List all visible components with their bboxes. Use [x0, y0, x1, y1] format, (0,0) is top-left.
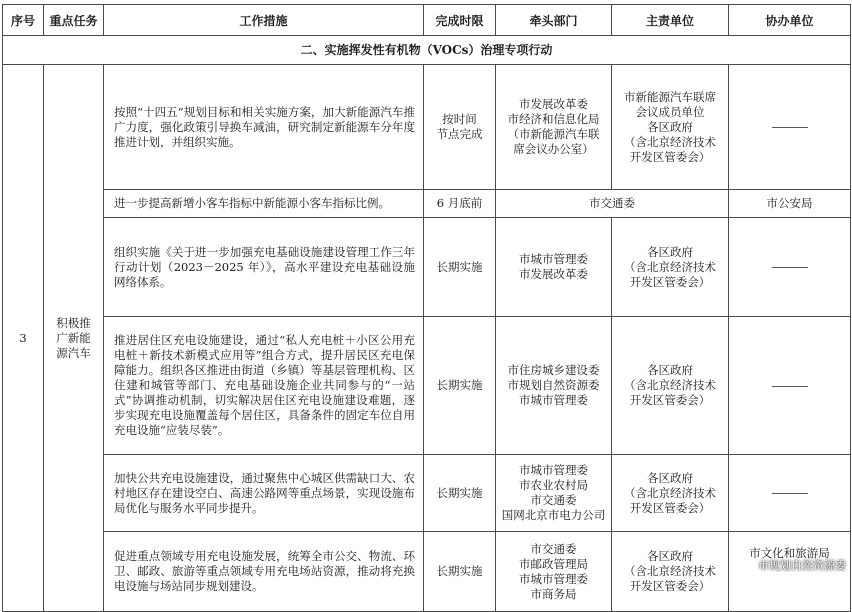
dash-icon — [772, 493, 808, 494]
lead-line: 市城市管理委 — [519, 571, 588, 586]
main-line: 开发区管委会） — [629, 579, 711, 593]
lead-line: 国网北京市电力公司 — [501, 508, 606, 522]
lead-line: 市发展改革委 — [519, 97, 588, 111]
main-line: 开发区管委会） — [629, 393, 711, 407]
lead-line: 市交通委 — [530, 541, 577, 556]
dash-icon — [772, 127, 808, 128]
main-cell — [612, 317, 729, 455]
main-line: 市新能源汽车联席 — [624, 89, 716, 104]
header-lead: 牵头部门 — [496, 5, 612, 36]
deadline-line: 节点完成 — [436, 127, 483, 141]
group-no: 3 — [3, 65, 44, 612]
header-main: 主责单位 — [612, 5, 729, 36]
assist-line: 市文化和旅游局 — [749, 546, 830, 560]
watermark: 市规划自然资源委 — [758, 559, 846, 572]
lead-line: 市经济和信息化局 — [507, 112, 600, 126]
main-cell — [612, 532, 729, 612]
table-row — [3, 65, 851, 190]
assist-cell: 市公安局 — [729, 190, 851, 218]
lead-line: 市规划自然资源委 — [507, 378, 600, 392]
lead-cell — [496, 455, 612, 532]
assist-cell — [729, 317, 851, 455]
main-line: 开发区管委会） — [629, 500, 711, 515]
header-no: 序号 — [3, 5, 44, 36]
section-title: 二、实施挥发性有机物（VOCs）治理专项行动 — [3, 36, 851, 65]
measure-cell: 推进居住区充电设施建设，通过“私人充电桩＋小区公用充电桩＋新技术新模式应用等”组合方式，提升居民区充电保障能力。组织各区推进由街道（乡镇）等基层管理机构、区住建和城管等部门、充电基础设施企业共同参与的“一站式”协调推动机制，切实解决居住区充电设施建设难题，逐步实现充电设施覆盖每个居住区，具备条件的固定车位自用充电设施“应装尽装”。 — [104, 317, 424, 455]
table-row — [3, 190, 851, 218]
table-row — [3, 218, 851, 317]
lead-line: 市商务局 — [530, 586, 577, 601]
table-row — [3, 532, 851, 612]
lead-line: （市新能源汽车联 — [507, 127, 600, 141]
deadline-cell — [424, 65, 496, 190]
group-task-line: 广新能 — [56, 330, 91, 345]
group-task — [44, 65, 104, 612]
dash-icon — [772, 267, 808, 268]
main-line: 各区政府 — [647, 119, 693, 134]
main-cell — [612, 455, 729, 532]
lead-main-merged-cell: 市交通委 — [496, 190, 729, 218]
main-line: 开发区管委会） — [629, 149, 711, 164]
group-task-line: 源汽车 — [56, 345, 91, 360]
lead-cell — [496, 218, 612, 317]
main-line: （含北京经济技术 — [624, 378, 716, 392]
deadline-cell: 长期实施 — [424, 532, 496, 612]
task-table — [2, 4, 851, 612]
header-task: 重点任务 — [44, 5, 104, 36]
main-line: （含北京经济技术 — [624, 134, 716, 149]
lead-line: 市城市管理委 — [519, 252, 588, 266]
main-line: 会议成员单位 — [635, 104, 705, 119]
main-line: 各区政府 — [647, 363, 693, 377]
deadline-line: 按时间 — [442, 112, 477, 126]
main-line: （含北京经济技术 — [624, 485, 716, 500]
lead-line: 市农业农村局 — [519, 478, 588, 492]
lead-line: 市住房城乡建设委 — [507, 363, 600, 377]
section-row — [3, 36, 851, 65]
table-row — [3, 317, 851, 455]
lead-line: 市发展改革委 — [519, 267, 588, 281]
measure-cell: 加快公共充电设施建设，通过聚焦中心城区供需缺口大、农村地区存在建设空白、高速公路网等重点场景，实现设施布局优化与服务水平同步提升。 — [104, 455, 424, 532]
main-line: （含北京经济技术 — [624, 564, 716, 578]
main-line: 开发区管委会） — [629, 274, 711, 289]
lead-cell — [496, 532, 612, 612]
measure-cell: 按照“十四五”规划目标和相关实施方案，加大新能源汽车推广力度，强化政策引导换车减油，研究制定新能源车分年度推进计划，并组织实施。 — [104, 65, 424, 190]
header-row — [3, 5, 851, 36]
lead-cell — [496, 65, 612, 190]
deadline-cell: 6 月底前 — [424, 190, 496, 218]
main-cell — [612, 218, 729, 317]
deadline-cell: 长期实施 — [424, 317, 496, 455]
header-deadline: 完成时限 — [424, 5, 496, 36]
lead-line: 市城市管理委 — [519, 463, 588, 477]
table-row — [3, 455, 851, 532]
measure-cell: 进一步提高新增小客车指标中新能源小客车指标比例。 — [104, 190, 424, 218]
assist-cell — [729, 65, 851, 190]
deadline-cell: 长期实施 — [424, 218, 496, 317]
main-line: 各区政府 — [647, 549, 693, 563]
measure-cell: 促进重点领域专用充电设施发展，统筹全市公交、物流、环卫、邮政、旅游等重点领域专用充电场站资源，推动将充换电设施与场站同步规划建设。 — [104, 532, 424, 612]
main-line: 各区政府 — [647, 470, 693, 485]
lead-line: 市城市管理委 — [519, 393, 588, 407]
measure-cell: 组织实施《关于进一步加强充电基础设施建设管理工作三年行动计划（2023－2025 年）》，高水平建设充电基础设施网络体系。 — [104, 218, 424, 317]
group-task-line: 积极推 — [56, 315, 91, 330]
main-line: （含北京经济技术 — [624, 259, 716, 274]
dash-icon — [772, 386, 808, 387]
lead-line: 市邮政管理局 — [519, 556, 588, 571]
main-line: 各区政府 — [647, 244, 693, 259]
assist-cell — [729, 218, 851, 317]
lead-line: 席会议办公室） — [513, 142, 594, 156]
header-assist: 协办单位 — [729, 5, 851, 36]
header-measures: 工作措施 — [104, 5, 424, 36]
deadline-cell: 长期实施 — [424, 455, 496, 532]
main-cell — [612, 65, 729, 190]
lead-line: 市交通委 — [530, 493, 577, 507]
lead-cell — [496, 317, 612, 455]
assist-cell — [729, 455, 851, 532]
